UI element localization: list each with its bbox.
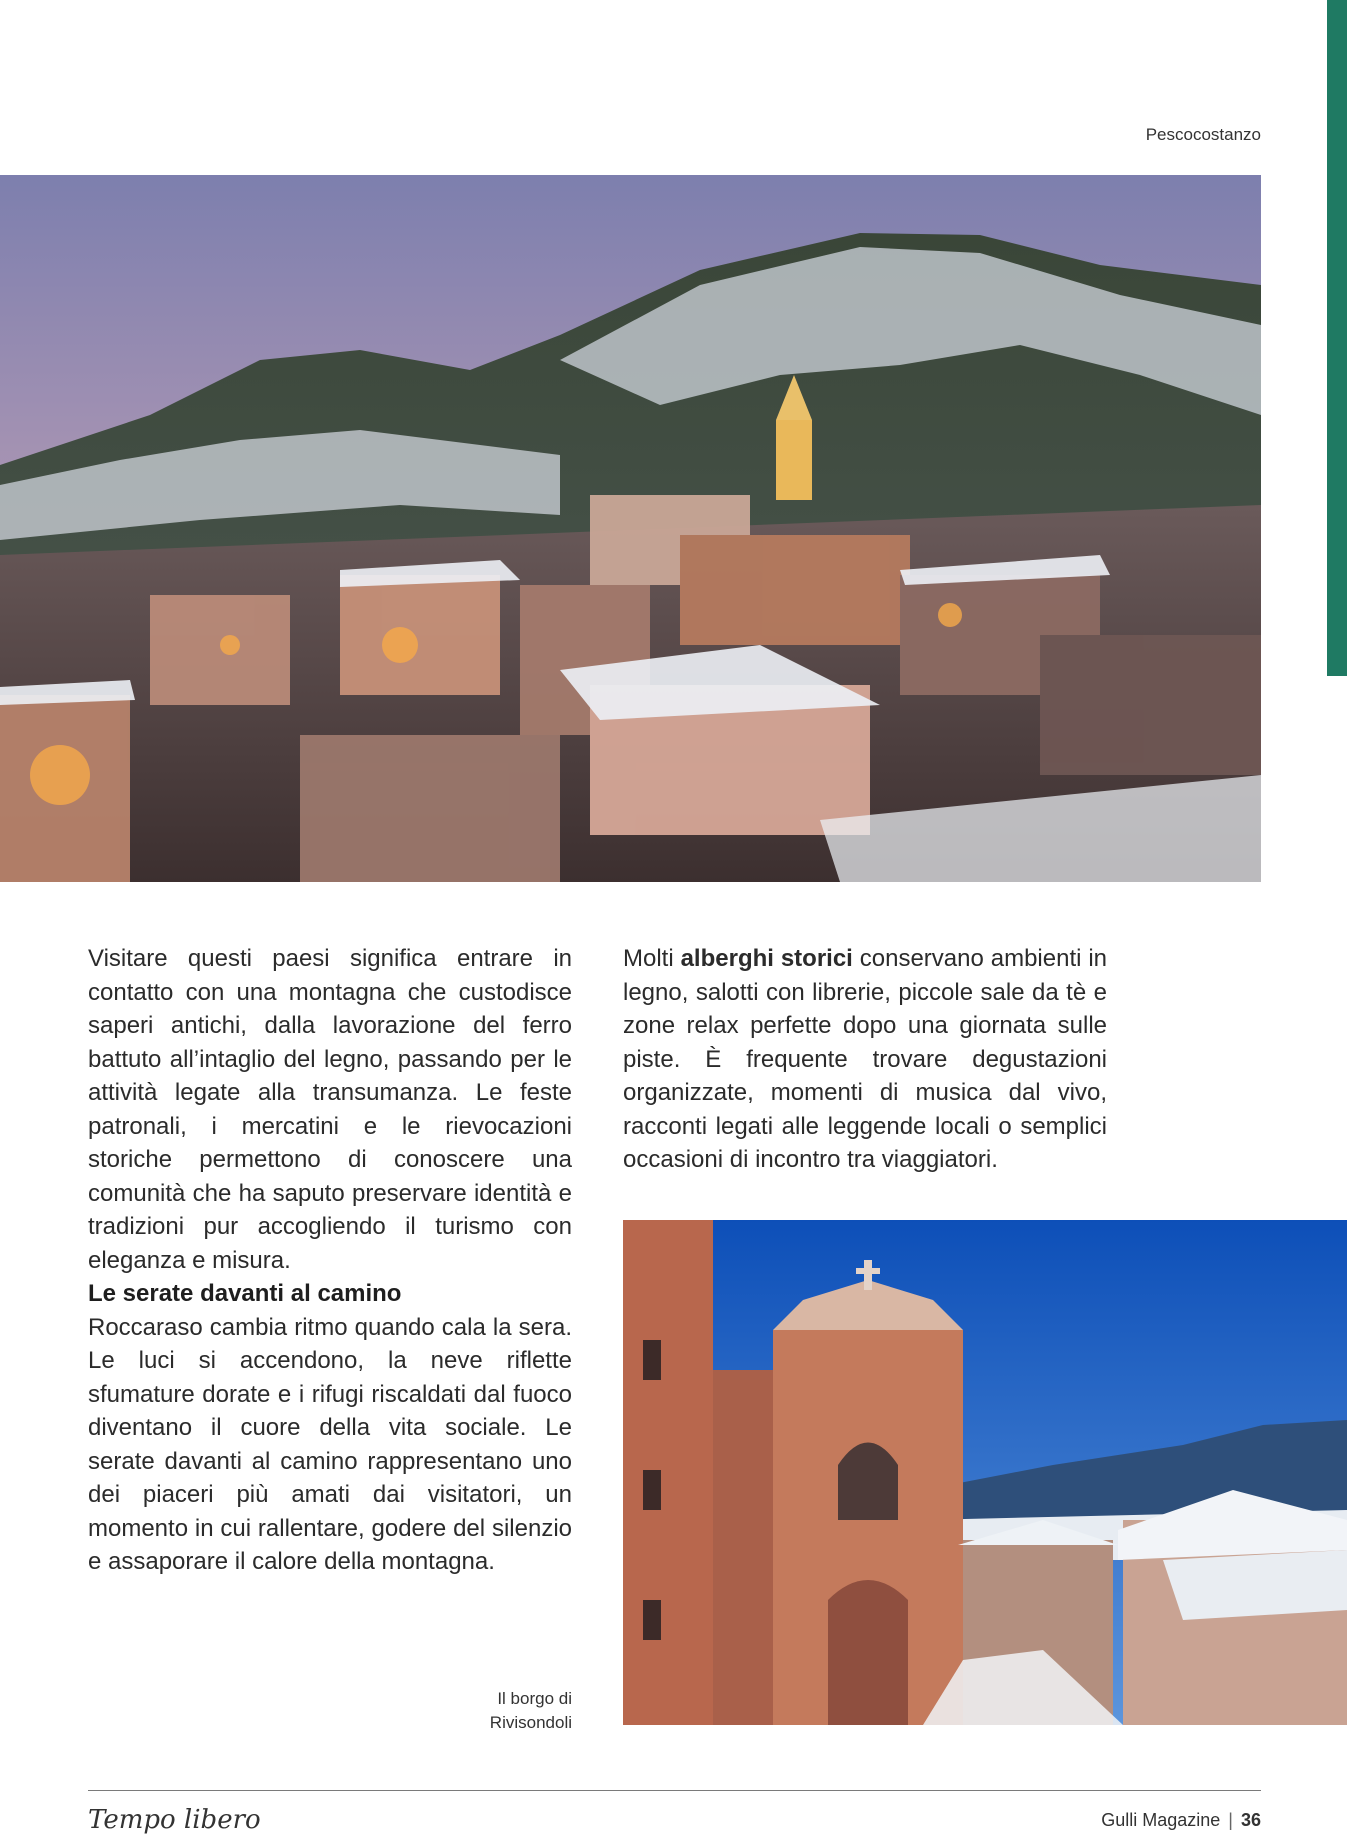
footer-page-info bbox=[1101, 1810, 1261, 1831]
hero-photo-pescocostanzo bbox=[0, 175, 1261, 882]
section-color-tab bbox=[1327, 0, 1347, 676]
section-paragraph: Roccaraso cambia ritmo quando cala la sera. Le luci si accendono, la neve riflette sfumature dorate e i rifugi riscaldati dal fuoco diventano il cuore della vita sociale. Le serate davanti al camino rappresentano uno dei piaceri più amati dai visitatori, un momento in cui rallentare, godere del silenzio e assaporare il calore della montagna. bbox=[88, 1313, 572, 1575]
caption-line-1: Il borgo di bbox=[497, 1689, 572, 1708]
church-photo-rivisondoli bbox=[623, 1220, 1347, 1725]
right-paragraph bbox=[623, 942, 1107, 1177]
right-lead-plain: Molti bbox=[623, 945, 681, 972]
intro-paragraph: Visitare questi paesi significa entrare in contatto con una montagna che custodisce saperi antichi, dalla lavorazione del ferro battuto all’intaglio del legno, passando per le attività legate alla transumanza. Le feste patronali, i mercatini e le rievocazioni storiche permettono di conoscere una comunità che ha saputo preservare identità e tradizioni pur accogliendo il turismo con eleganza e misura. bbox=[88, 945, 572, 1274]
left-text-column bbox=[88, 942, 572, 1579]
right-text-column bbox=[623, 942, 1107, 1177]
section-heading: Le serate davanti al camino bbox=[88, 1280, 402, 1307]
right-lead-bold: alberghi storici bbox=[680, 945, 853, 972]
church-photo-caption bbox=[412, 1687, 572, 1735]
footer-divider bbox=[88, 1790, 1261, 1791]
footer-page-number: 36 bbox=[1240, 1810, 1261, 1830]
caption-line-2: Rivisondoli bbox=[489, 1713, 572, 1732]
footer-section-name: Tempo libero bbox=[88, 1805, 261, 1835]
photo-location-caption: Pescocostanzo bbox=[1145, 125, 1261, 144]
footer-separator: | bbox=[1228, 1810, 1233, 1830]
footer-magazine-name: Gulli Magazine bbox=[1101, 1810, 1221, 1830]
right-body: conservano ambienti in legno, salotti con librerie, piccole sale da tè e zone relax perfette dopo una giornata sulle piste. È frequente trovare degustazioni organizzate, momenti di musica dal vivo, racconti legati alle leggende locali o semplici occasioni di incontro tra viaggiatori. bbox=[623, 945, 1108, 1173]
